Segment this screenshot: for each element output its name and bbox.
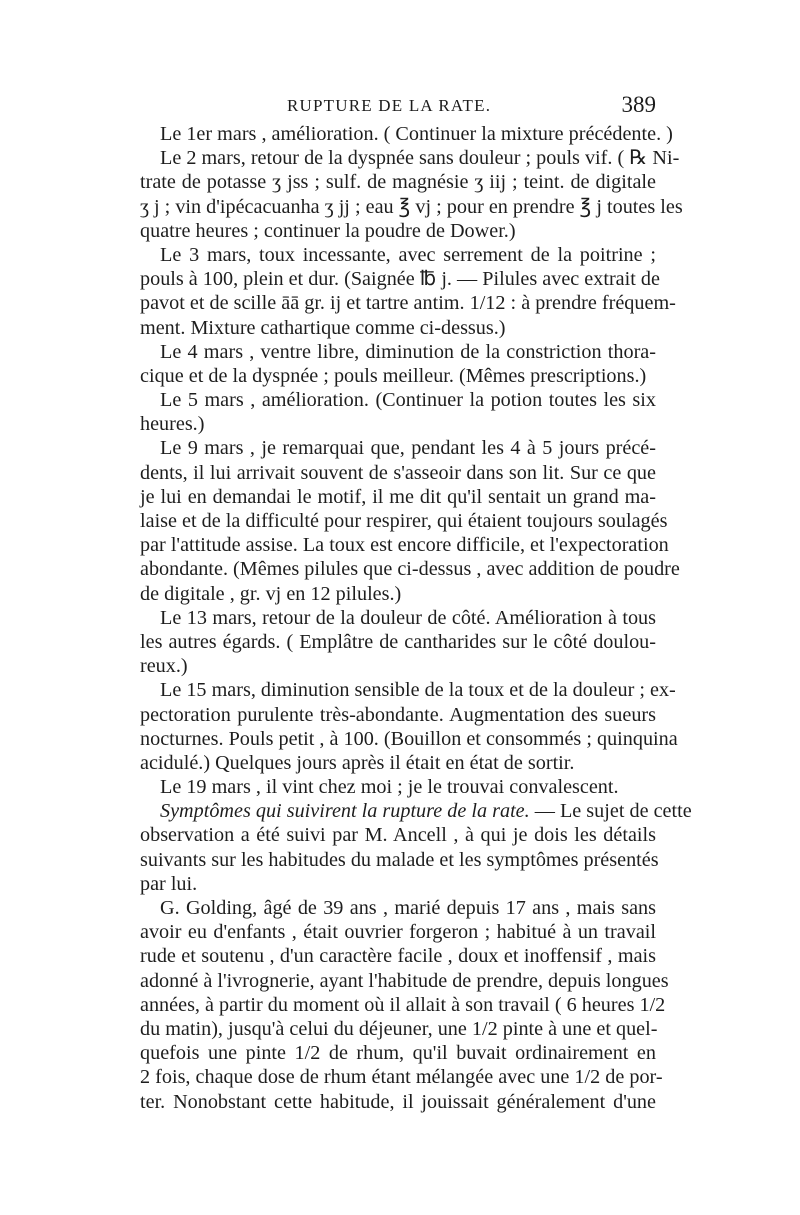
text-line [140,267,660,291]
text-line [140,195,683,219]
text-line-content: cique et de la dyspnée ; pouls meilleur. (Mêmes prescriptions.) [140,364,647,387]
text-line [140,509,668,533]
text-line-content: pectoration purulente très-abondante. Augmentation des sueurs [140,703,656,726]
text-line [140,219,656,243]
text-line-content: Le 2 mars, retour de la dyspnée sans douleur ; pouls vif. ( ℞ Ni- [160,147,680,170]
text-line-content: par l'attitude assise. La toux est encore difficile, et l'expectoration [140,534,669,557]
text-line-content: adonné à l'ivrognerie, ayant l'habitude de prendre, depuis longues [140,969,669,992]
text-line-content: — Le sujet de cette [529,800,692,823]
text-line [140,969,669,993]
body-text [140,122,692,1114]
text-line [140,896,656,920]
text-line [140,1041,656,1065]
text-line-content: reux.) [140,655,188,678]
text-line-content: Le 4 mars , ventre libre, diminution de la constriction thora- [160,340,656,363]
text-line-content: dents, il lui arrivait souvent de s'asseoir dans son lit. Sur ce que [140,461,656,484]
text-line [140,412,656,436]
text-line-content: nocturnes. Pouls petit , à 100. (Bouillon et consommés ; quinquina [140,727,678,750]
text-line [140,461,656,485]
text-line [140,630,656,654]
text-line [140,582,656,606]
text-line-content: Le 19 mars , il vint chez moi ; je le trouvai convalescent. [160,776,619,799]
text-line-content: trate de potasse ʒ jss ; sulf. de magnésie ʒ iij ; teint. de digitale [140,171,656,194]
text-line [140,146,680,170]
text-line [140,122,673,146]
text-line-content: de digitale , gr. vj en 12 pilules.) [140,582,402,605]
text-line [140,751,656,775]
text-line [140,340,656,364]
text-line [140,678,676,702]
text-line-content: pavot et de scille āā gr. ij et tartre antim. 1/12 : à prendre fréquem- [140,292,676,315]
text-line-content: je lui en demandai le motif, il me dit qu'il sentait un grand ma- [140,485,656,508]
text-line-content: ment. Mixture cathartique comme ci-dessus.) [140,316,506,339]
text-line-content: quatre heures ; continuer la poudre de Dower.) [140,219,516,242]
text-line-content: ter. Nonobstant cette habitude, il jouissait généralement d'une [140,1090,656,1113]
text-line-content: Le 13 mars, retour de la douleur de côté. Amélioration à tous [160,606,656,629]
text-line-content: G. Golding, âgé de 39 ans , marié depuis 17 ans , mais sans [160,897,656,919]
text-line [140,920,656,944]
text-line [140,557,680,581]
text-line [140,243,656,267]
text-line [140,654,656,678]
text-line [140,1017,656,1041]
text-line [140,703,656,727]
text-line-content: Le 9 mars , je remarquai que, pendant les 4 à 5 jours précé- [160,437,656,460]
text-line [140,993,666,1017]
text-line [140,823,656,847]
text-line-content: par lui. [140,872,198,895]
text-line-content: Le 15 mars, diminution sensible de la toux et de la douleur ; ex- [160,679,676,702]
text-line [140,727,678,751]
text-line-content: Le 3 mars, toux incessante, avec serrement de la poitrine ; [160,243,656,266]
text-line [140,485,656,509]
text-line [140,1065,663,1089]
text-line-content: suivants sur les habitudes du malade et les symptômes présentés [140,848,659,871]
page-number: 389 [621,92,656,117]
text-line [140,291,676,315]
section-heading-italic: Symptômes qui suivirent la rupture de la rate. [160,800,530,823]
text-line-content: observation a été suivi par M. Ancell , à qui je dois les détails [140,824,656,847]
text-line-content: du matin), jusqu'à celui du déjeuner, une 1/2 pinte à une et quel- [140,1017,658,1040]
text-line-content: laise et de la difficulté pour respirer, qui étaient toujours soulagés [140,510,668,532]
text-line [140,533,669,557]
text-line-content: quefois une pinte 1/2 de rhum, qu'il buvait ordinairement en [140,1042,656,1065]
text-line-content: années, à partir du moment où il allait à son travail ( 6 heures 1/2 [140,993,666,1016]
text-line-content: pouls à 100, plein et dur. (Saignée ℔ j. — Pilules avec extrait de [140,268,660,291]
text-line [140,316,656,340]
text-line [140,388,656,412]
text-line [140,775,656,799]
text-line [140,799,692,823]
page-header [140,92,656,122]
text-line [140,944,656,968]
text-line-content: acidulé.) Quelques jours après il était en état de sortir. [140,751,575,774]
text-line [140,436,656,460]
text-line [140,1090,656,1114]
text-line-content: rude et soutenu , d'un caractère facile , doux et inoffensif , mais [140,945,656,968]
text-line [140,848,659,872]
text-line-content: ʒ j ; vin d'ipécacuanha ʒ jj ; eau ℥ vj ; pour en prendre ℥ j toutes les [140,195,683,218]
text-line [140,872,656,896]
text-line-content: abondante. (Mêmes pilules que ci-dessus , avec addition de poudre [140,558,680,581]
text-line [140,364,656,388]
running-title: RUPTURE DE LA RATE. [287,96,492,115]
text-line [140,170,656,194]
text-line-content: les autres égards. ( Emplâtre de cantharides sur le côté doulou- [140,630,656,653]
text-line-content: Le 1er mars , amélioration. ( Continuer la mixture précédente. ) [160,123,673,145]
text-line-content: avoir eu d'enfants , était ouvrier forgeron ; habitué à un travail [140,921,656,944]
text-line-content: heures.) [140,413,205,436]
text-line [140,606,656,630]
text-line-content: Le 5 mars , amélioration. (Continuer la potion toutes les six [160,389,656,412]
text-line-content: 2 fois, chaque dose de rhum étant mélangée avec une 1/2 de por- [140,1066,663,1089]
